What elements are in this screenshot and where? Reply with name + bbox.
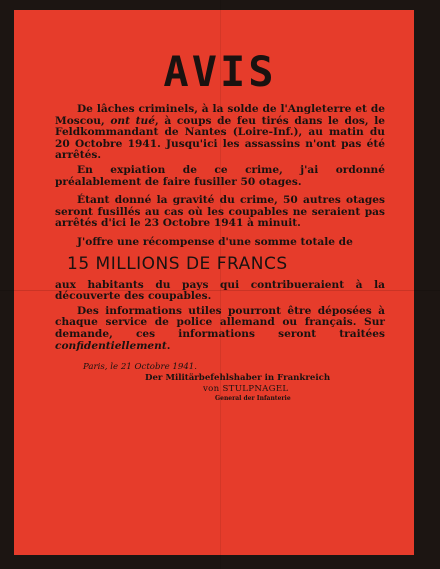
paragraph-information bbox=[55, 306, 385, 352]
frame-left-border bbox=[0, 0, 14, 569]
paragraph-expiation: En expiation de ce crime, j'ai ordonné préalablement de faire fusiller 50 otages. bbox=[55, 163, 385, 188]
paragraph-crime-a: De lâches criminels, à la solde de l'Angleterre et de Moscou, bbox=[55, 103, 385, 127]
signature-rank: General der Infanterie bbox=[215, 395, 291, 403]
signature-block bbox=[55, 362, 385, 403]
paragraph-crime bbox=[55, 104, 385, 162]
signature-name: von STULPNAGEL bbox=[203, 384, 289, 395]
paragraph-crime-emphasis: ont tué bbox=[110, 114, 155, 127]
paragraph-information-a: Des informations utiles pourront être déposées à chaque service de police allemand ou français. Sur demande, ces informations seront traitées bbox=[55, 304, 385, 340]
paragraph-hostages: Étant donné la gravité du crime, 50 autres otages seront fusillés au cas où les coupables ne seraient pas arrêtés d'ici le 23 Octobre 1941 à minuit. bbox=[55, 194, 385, 230]
paragraph-information-c: . bbox=[166, 339, 171, 352]
poster-title: AVIS bbox=[163, 47, 277, 96]
paragraph-reward: J'offre une récompense d'une somme totale de bbox=[77, 235, 353, 248]
paragraph-crime-c: , à coups de feu tirés dans le dos, le Feldkommandant de Nantes (Loire-Inf.), au matin du 20 Octobre 1941. Jusqu'ici les assassins n'ont pas été arrêtés. bbox=[55, 114, 385, 162]
paragraph-information-emphasis: confidentiellement bbox=[55, 339, 167, 352]
poster-content bbox=[55, 48, 385, 403]
paragraph-inhabitants: aux habitants du pays qui contribueraient à la découverte des coupables. bbox=[55, 278, 385, 303]
signature-title: Der Militärbefehlshaber in Frankreich bbox=[145, 373, 331, 384]
frame-right-border bbox=[414, 0, 440, 569]
reward-amount: 15 MILLIONS DE FRANCS bbox=[67, 253, 288, 274]
signature-date: Paris, le 21 Octobre 1941. bbox=[83, 362, 197, 373]
